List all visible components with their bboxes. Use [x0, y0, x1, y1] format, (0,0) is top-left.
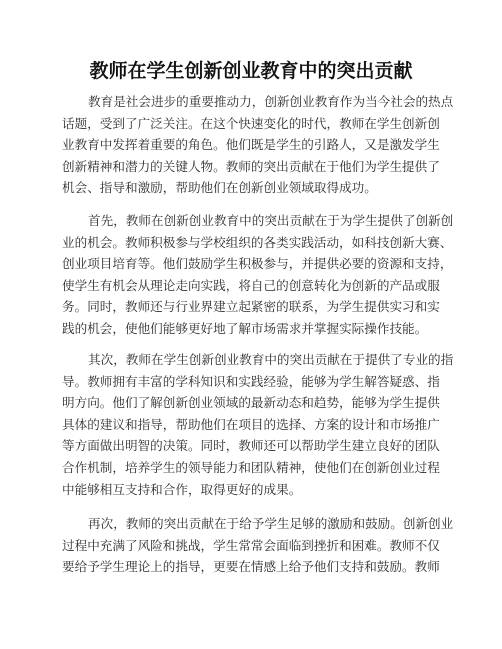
- paragraph-line: 过程中充满了风险和挑战，学生常常会面临到挫折和困难。教师不仅: [62, 537, 440, 553]
- paragraph-1: [62, 91, 462, 199]
- paragraph-line: 话题，受到了广泛关注。在这个快速变化的时代，教师在学生创新创: [62, 115, 440, 131]
- document-title: 教师在学生创新创业教育中的突出贡献: [89, 60, 413, 82]
- paragraph-line: 践的机会，使他们能够更好地了解市场需求并掌握实际操作技能。: [62, 320, 428, 336]
- paragraph-line: 其次，教师在学生创新创业教育中的突出贡献在于提供了专业的指: [88, 352, 454, 367]
- paragraph-line: 等方面做出明智的决策。同时，教师还可以帮助学生建立良好的团队: [62, 438, 440, 454]
- paragraph-line: 合作机制，培养学生的领导能力和团队精神，使他们在创新创业过程: [62, 459, 440, 475]
- paragraph-2: [62, 210, 462, 340]
- paragraph-line: 务。同时，教师还与行业界建立起紧密的联系，为学生提供实习和实: [62, 299, 440, 315]
- paragraph-line: 明方向。他们了解创新创业领域的最新动态和趋势，能够为学生提供: [62, 395, 440, 411]
- paragraph-4: [62, 513, 462, 578]
- paragraph-3: [62, 349, 462, 500]
- paragraph-line: 导。教师拥有丰富的学科知识和实践经验，能够为学生解答疑惑、指: [62, 373, 440, 389]
- paragraph-line: 再次，教师的突出贡献在于给予学生足够的激励和鼓励。创新创业: [88, 516, 454, 531]
- paragraph-line: 机会、指导和激励，帮助他们在创新创业领域取得成功。: [62, 180, 377, 196]
- paragraph-line: 教育是社会进步的重要推动力，创新创业教育作为当今社会的热点: [88, 94, 454, 109]
- paragraph-line: 中能够相互支持和合作，取得更好的成果。: [62, 481, 302, 497]
- paragraph-line: 首先，教师在创新创业教育中的突出贡献在于为学生提供了创新创: [88, 213, 454, 228]
- paragraph-line: 创新精神和潜力的关键人物。教师的突出贡献在于他们为学生提供了: [62, 158, 440, 174]
- paragraph-line: 要给予学生理论上的指导，更要在情感上给予他们支持和鼓励。教师: [62, 559, 440, 575]
- paragraph-line: 具体的建议和指导，帮助他们在项目的选择、方案的设计和市场推广: [62, 416, 440, 432]
- paragraph-line: 创业项目培育等。他们鼓励学生积极参与，并提供必要的资源和支持，: [62, 256, 453, 272]
- paragraph-line: 业教育中发挥着重要的角色。他们既是学生的引路人，又是激发学生: [62, 137, 440, 153]
- paragraph-line: 使学生有机会从理论走向实践，将自己的创意转化为创新的产品或服: [62, 277, 440, 293]
- paragraph-line: 业的机会。教师积极参与学校组织的各类实践活动，如科技创新大赛、: [62, 234, 453, 250]
